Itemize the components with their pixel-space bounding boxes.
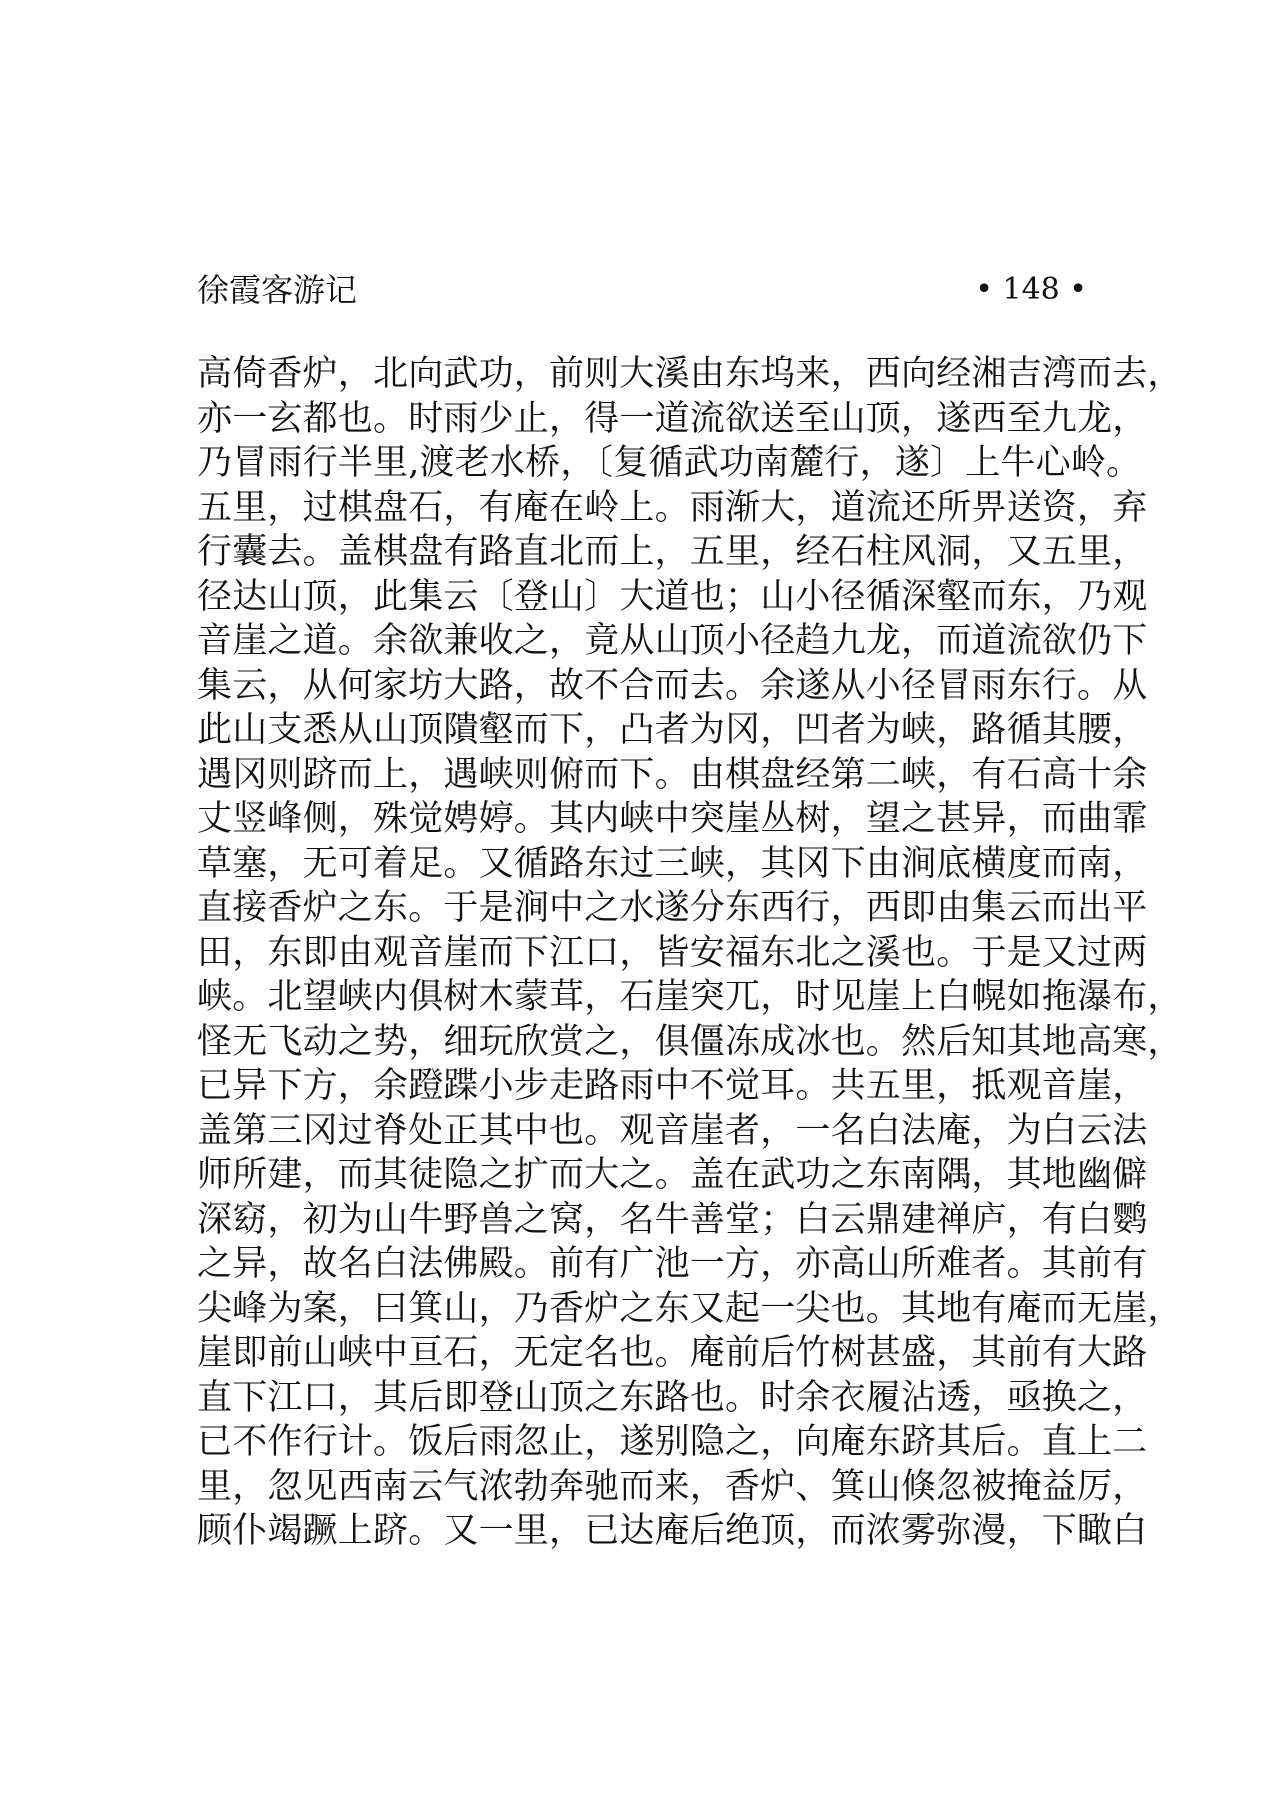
text-line: 音崖之道。余欲兼收之，竟从山顶小径趋九龙，而道流欲仍下 <box>197 621 1148 661</box>
text-line: 深窈，初为山牛野兽之窝，名牛善堂；白云鼎建禅庐，有白鹦 <box>197 1199 1148 1240</box>
text-line: 直下江口，其后即登山顶之东路也。时余衣履沾透，亟换之， <box>197 1377 1148 1418</box>
text-line: 已不作行计。饭后雨忽止，遂别隐之，向庵东跻其后。直上二 <box>197 1422 1148 1462</box>
body-text <box>197 352 1183 1554</box>
text-line: 此山支悉从山顶隤壑而下，凸者为冈，凹者为峡，路循其腰， <box>197 710 1148 750</box>
text-line: 之异，故名白法佛殿。前有广池一方，亦高山所难者。其前有 <box>197 1244 1148 1284</box>
text-line: 乃冒雨行半里,渡老水桥，〔复循武功南麓行，遂〕上牛心岭。 <box>197 443 1142 483</box>
text-line: 尖峰为案，曰箕山，乃香炉之东又起一尖也。其地有庵而无崖， <box>197 1288 1183 1329</box>
text-line: 亦一玄都也。时雨少止，得一道流欲送至山顶，遂西至九龙， <box>197 398 1148 439</box>
text-line: 五里，过棋盘石，有庵在岭上。雨渐大，道流还所畀送资，弃 <box>197 487 1148 528</box>
running-header <box>197 268 1087 312</box>
text-line: 怪无飞动之势，细玩欣赏之，俱僵冻成冰也。然后知其地高寒， <box>197 1021 1183 1062</box>
text-line: 径达山顶，此集云〔登山〕大道也；山小径循深壑而东，乃观 <box>197 576 1148 617</box>
text-line: 盖第三冈过脊处正其中也。观音崖者，一名白法庵，为白云法 <box>197 1110 1148 1151</box>
text-line: 遇冈则跻而上，遇峡则俯而下。由棋盘经第二峡，有石高十余 <box>197 754 1148 795</box>
text-line: 峡。北望峡内俱树木蒙茸，石崖突兀，时见崖上白幌如拖瀑布， <box>197 977 1183 1017</box>
text-line: 丈竖峰侧，殊觉娉婷。其内峡中突崖丛树，望之甚异，而曲霏 <box>197 799 1148 839</box>
text-line: 集云，从何家坊大路，故不合而去。余遂从小径冒雨东行。从 <box>197 665 1148 706</box>
text-line: 高倚香炉，北向武功，前则大溪由东坞来，西向经湘吉湾而去， <box>197 354 1183 394</box>
book-title: 徐霞客游记 <box>197 271 358 309</box>
text-line: 行囊去。盖棋盘有路直北而上，五里，经石柱风洞，又五里， <box>197 532 1148 572</box>
text-line: 直接香炉之东。于是涧中之水遂分东西行，西即由集云而出平 <box>197 888 1148 928</box>
text-line: 顾仆竭蹶上跻。又一里，已达庵后绝顶，而浓雾弥漫，下瞰白 <box>197 1511 1148 1551</box>
text-line: 田，东即由观音崖而下江口，皆安福东北之溪也。于是又过两 <box>197 932 1148 973</box>
page-number: • 148 • <box>975 272 1087 307</box>
text-line: 师所建，而其徒隐之扩而大之。盖在武功之东南隅，其地幽僻 <box>197 1155 1148 1195</box>
text-line: 崖即前山峡中亘石，无定名也。庵前后竹树甚盛，其前有大路 <box>197 1333 1148 1373</box>
text-line: 里，忽见西南云气浓勃奔驰而来，香炉、箕山倏忽被掩益厉， <box>197 1466 1148 1507</box>
text-line: 已异下方，余蹬蹀小步走路雨中不觉耳。共五里，抵观音崖， <box>197 1066 1148 1106</box>
text-line: 草塞，无可着足。又循路东过三峡，其冈下由涧底横度而南， <box>197 843 1148 884</box>
